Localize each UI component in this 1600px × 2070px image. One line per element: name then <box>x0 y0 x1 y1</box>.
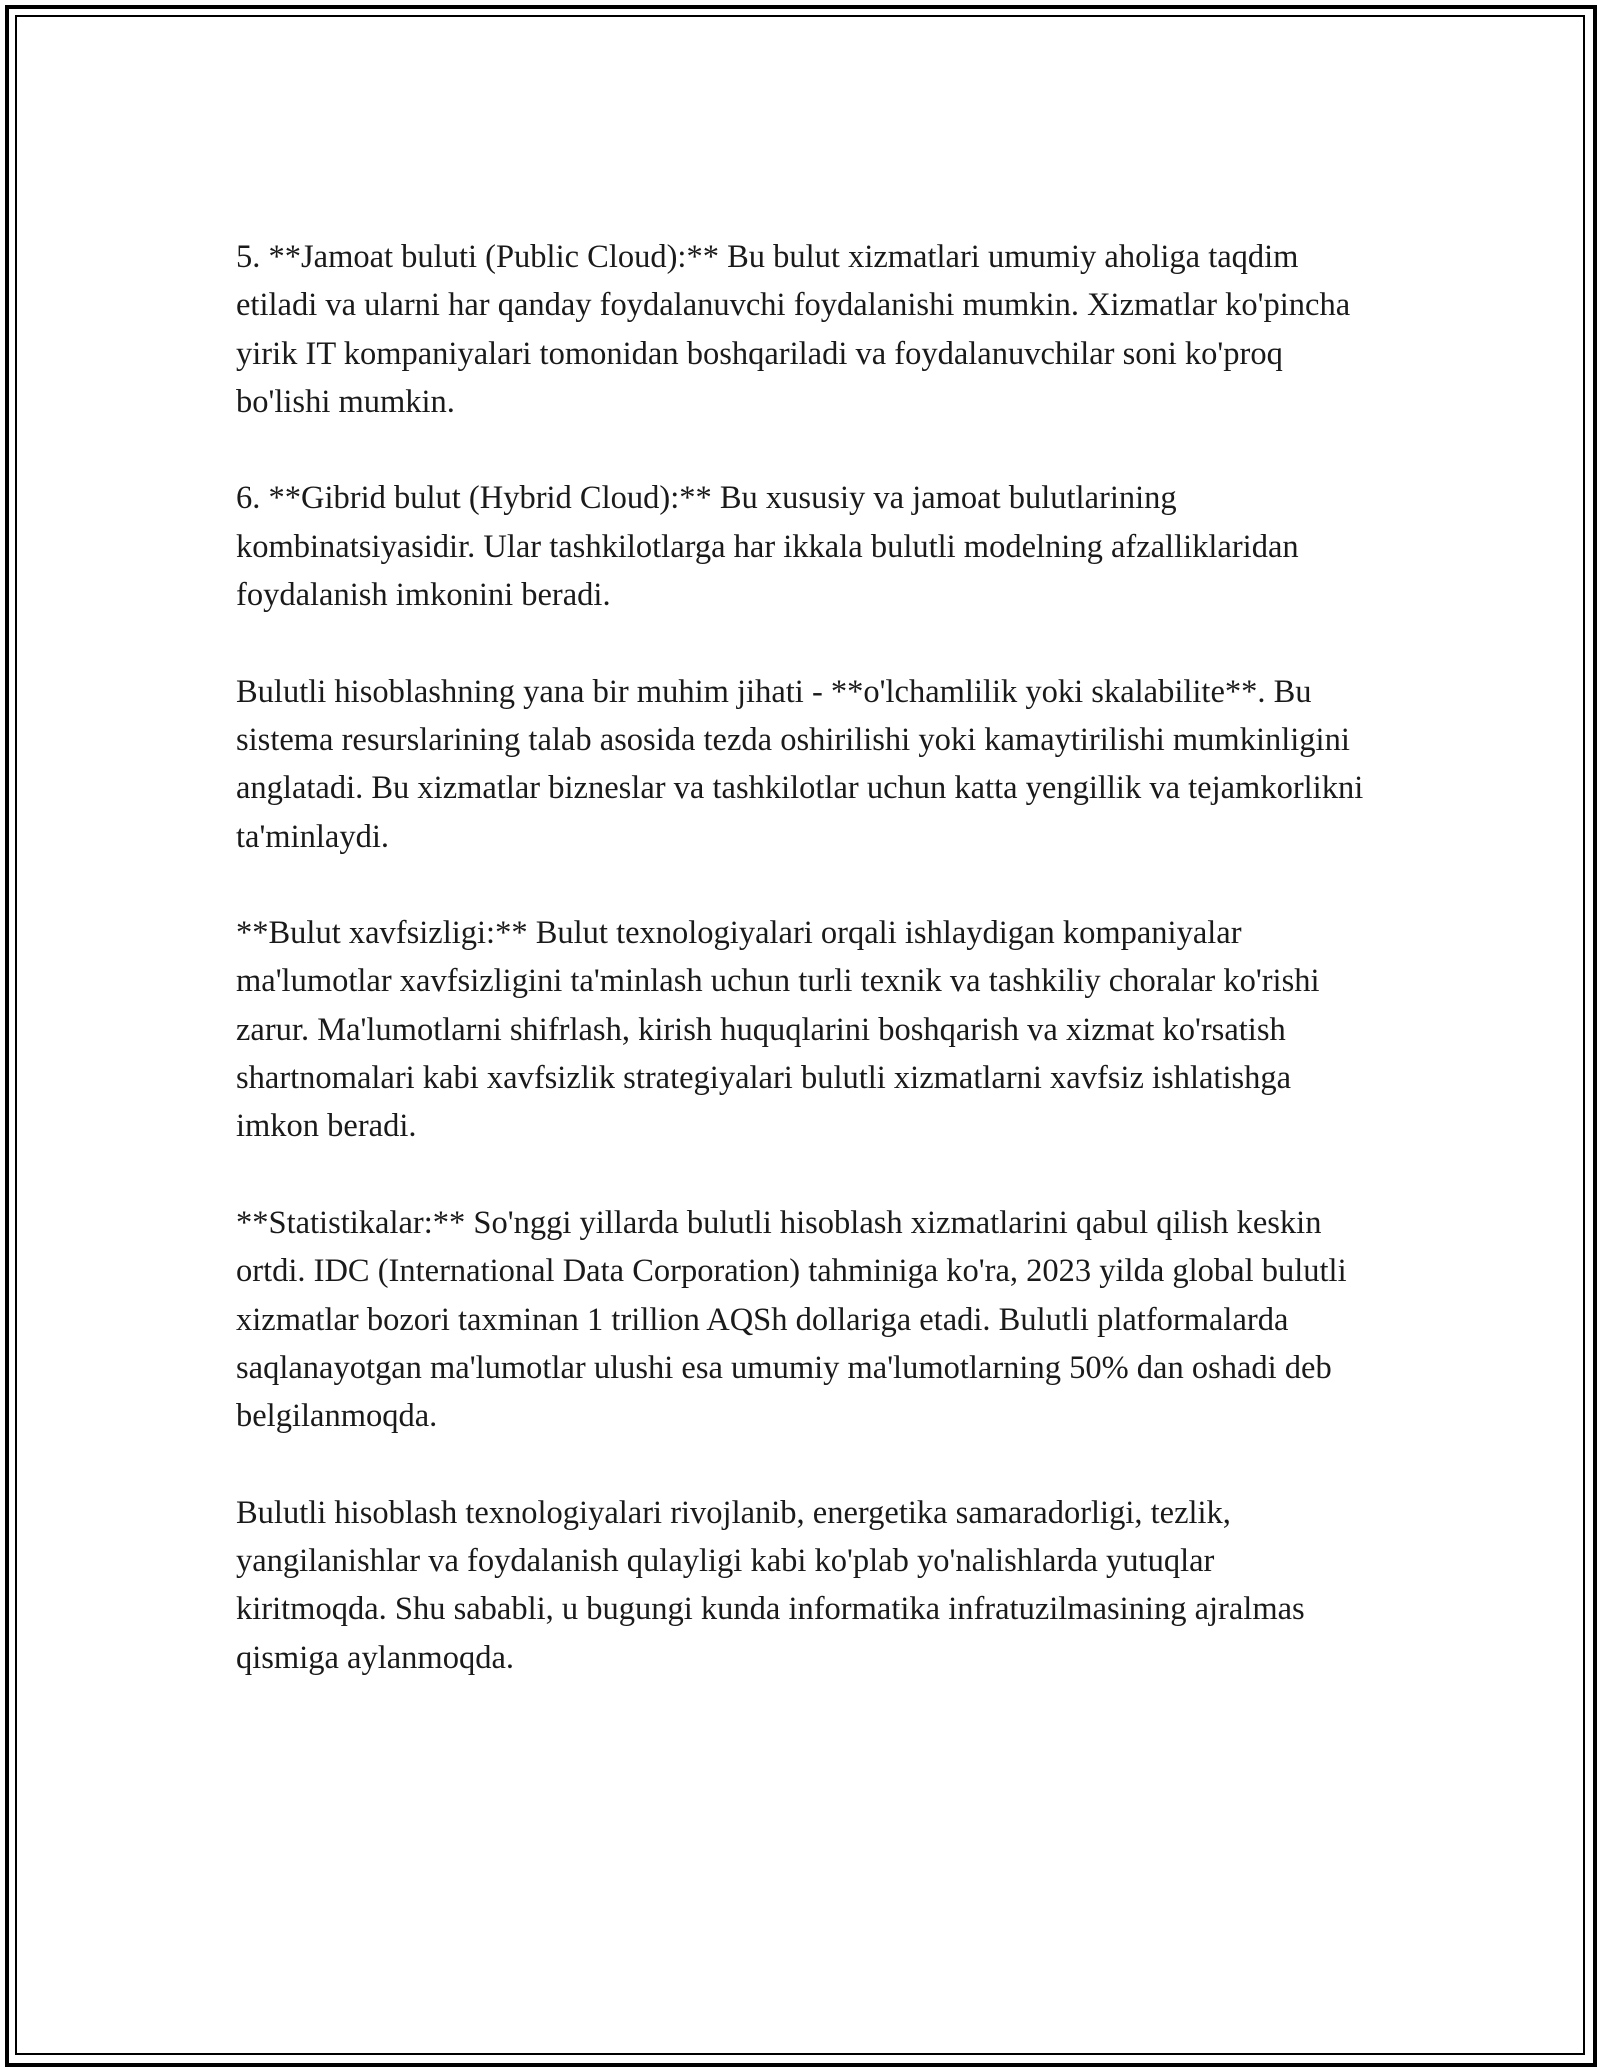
paragraph-scalability: Bulutli hisoblashning yana bir muhim jihati - **o'lchamlilik yoki skalabilite**. Bu sistema resurslarining talab asosida tezda oshirilishi yoki kamaytirilishi mumkinligini anglatadi. Bu xizmatlar bizneslar va tashkilotlar uchun katta yengillik va tejamkorlikni ta'minlaydi. <box>236 673 1364 855</box>
paragraph-statistics: **Statistikalar:** So'nggi yillarda bulutli hisoblash xizmatlarini qabul qilish keskin ortdi. IDC (International Data Corporation) tahminiga ko'ra, 2023 yilda global bulutli xizmatlar bozori taxminan 1 trillion AQSh dollariga etadi. Bulutli platformalarda saqlanayotgan ma'lumotlar ulushi esa umumiy ma'lumotlarning 50% dan oshadi deb belgilanmoqda. <box>236 1204 1347 1435</box>
paragraph-hybrid-cloud: 6. **Gibrid bulut (Hybrid Cloud):** Bu xususiy va jamoat bulutlarining kombinatsiyasidir. Ular tashkilotlarga har ikkala bulutli modelning afzalliklaridan foydalanish imkonini beradi. <box>236 480 1299 614</box>
document-body <box>236 233 1366 1682</box>
paragraph-cloud-security: **Bulut xavfsizligi:** Bulut texnologiyalari orqali ishlaydigan kompaniyalar ma'lumotlar xavfsizligini ta'minlash uchun turli texnik va tashkiliy choralar ko'rishi zarur. Ma'lumotlarni shifrlash, kirish huquqlarini boshqarish va xizmat ko'rsatish shartnomalari kabi xavfsizlik strategiyalari bulutli xizmatlarni xavfsiz ishlatishga imkon beradi. <box>236 915 1320 1145</box>
paragraph-conclusion: Bulutli hisoblash texnologiyalari rivojlanib, energetika samaradorligi, tezlik, yangilanishlar va foydalanish qulayligi kabi ko'plab yo'nalishlarda yutuqlar kiritmoqda. Shu sababli, u bugungi kunda informatika infratuzilmasining ajralmas qismiga aylanmoqda. <box>236 1494 1305 1676</box>
paragraph-public-cloud: 5. **Jamoat buluti (Public Cloud):** Bu bulut xizmatlari umumiy aholiga taqdim etiladi va ularni har qanday foydalanuvchi foydalanishi mumkin. Xizmatlar ko'pincha yirik IT kompaniyalari tomonidan boshqariladi va foydalanuvchilar soni ko'proq bo'lishi mumkin. <box>236 239 1351 420</box>
